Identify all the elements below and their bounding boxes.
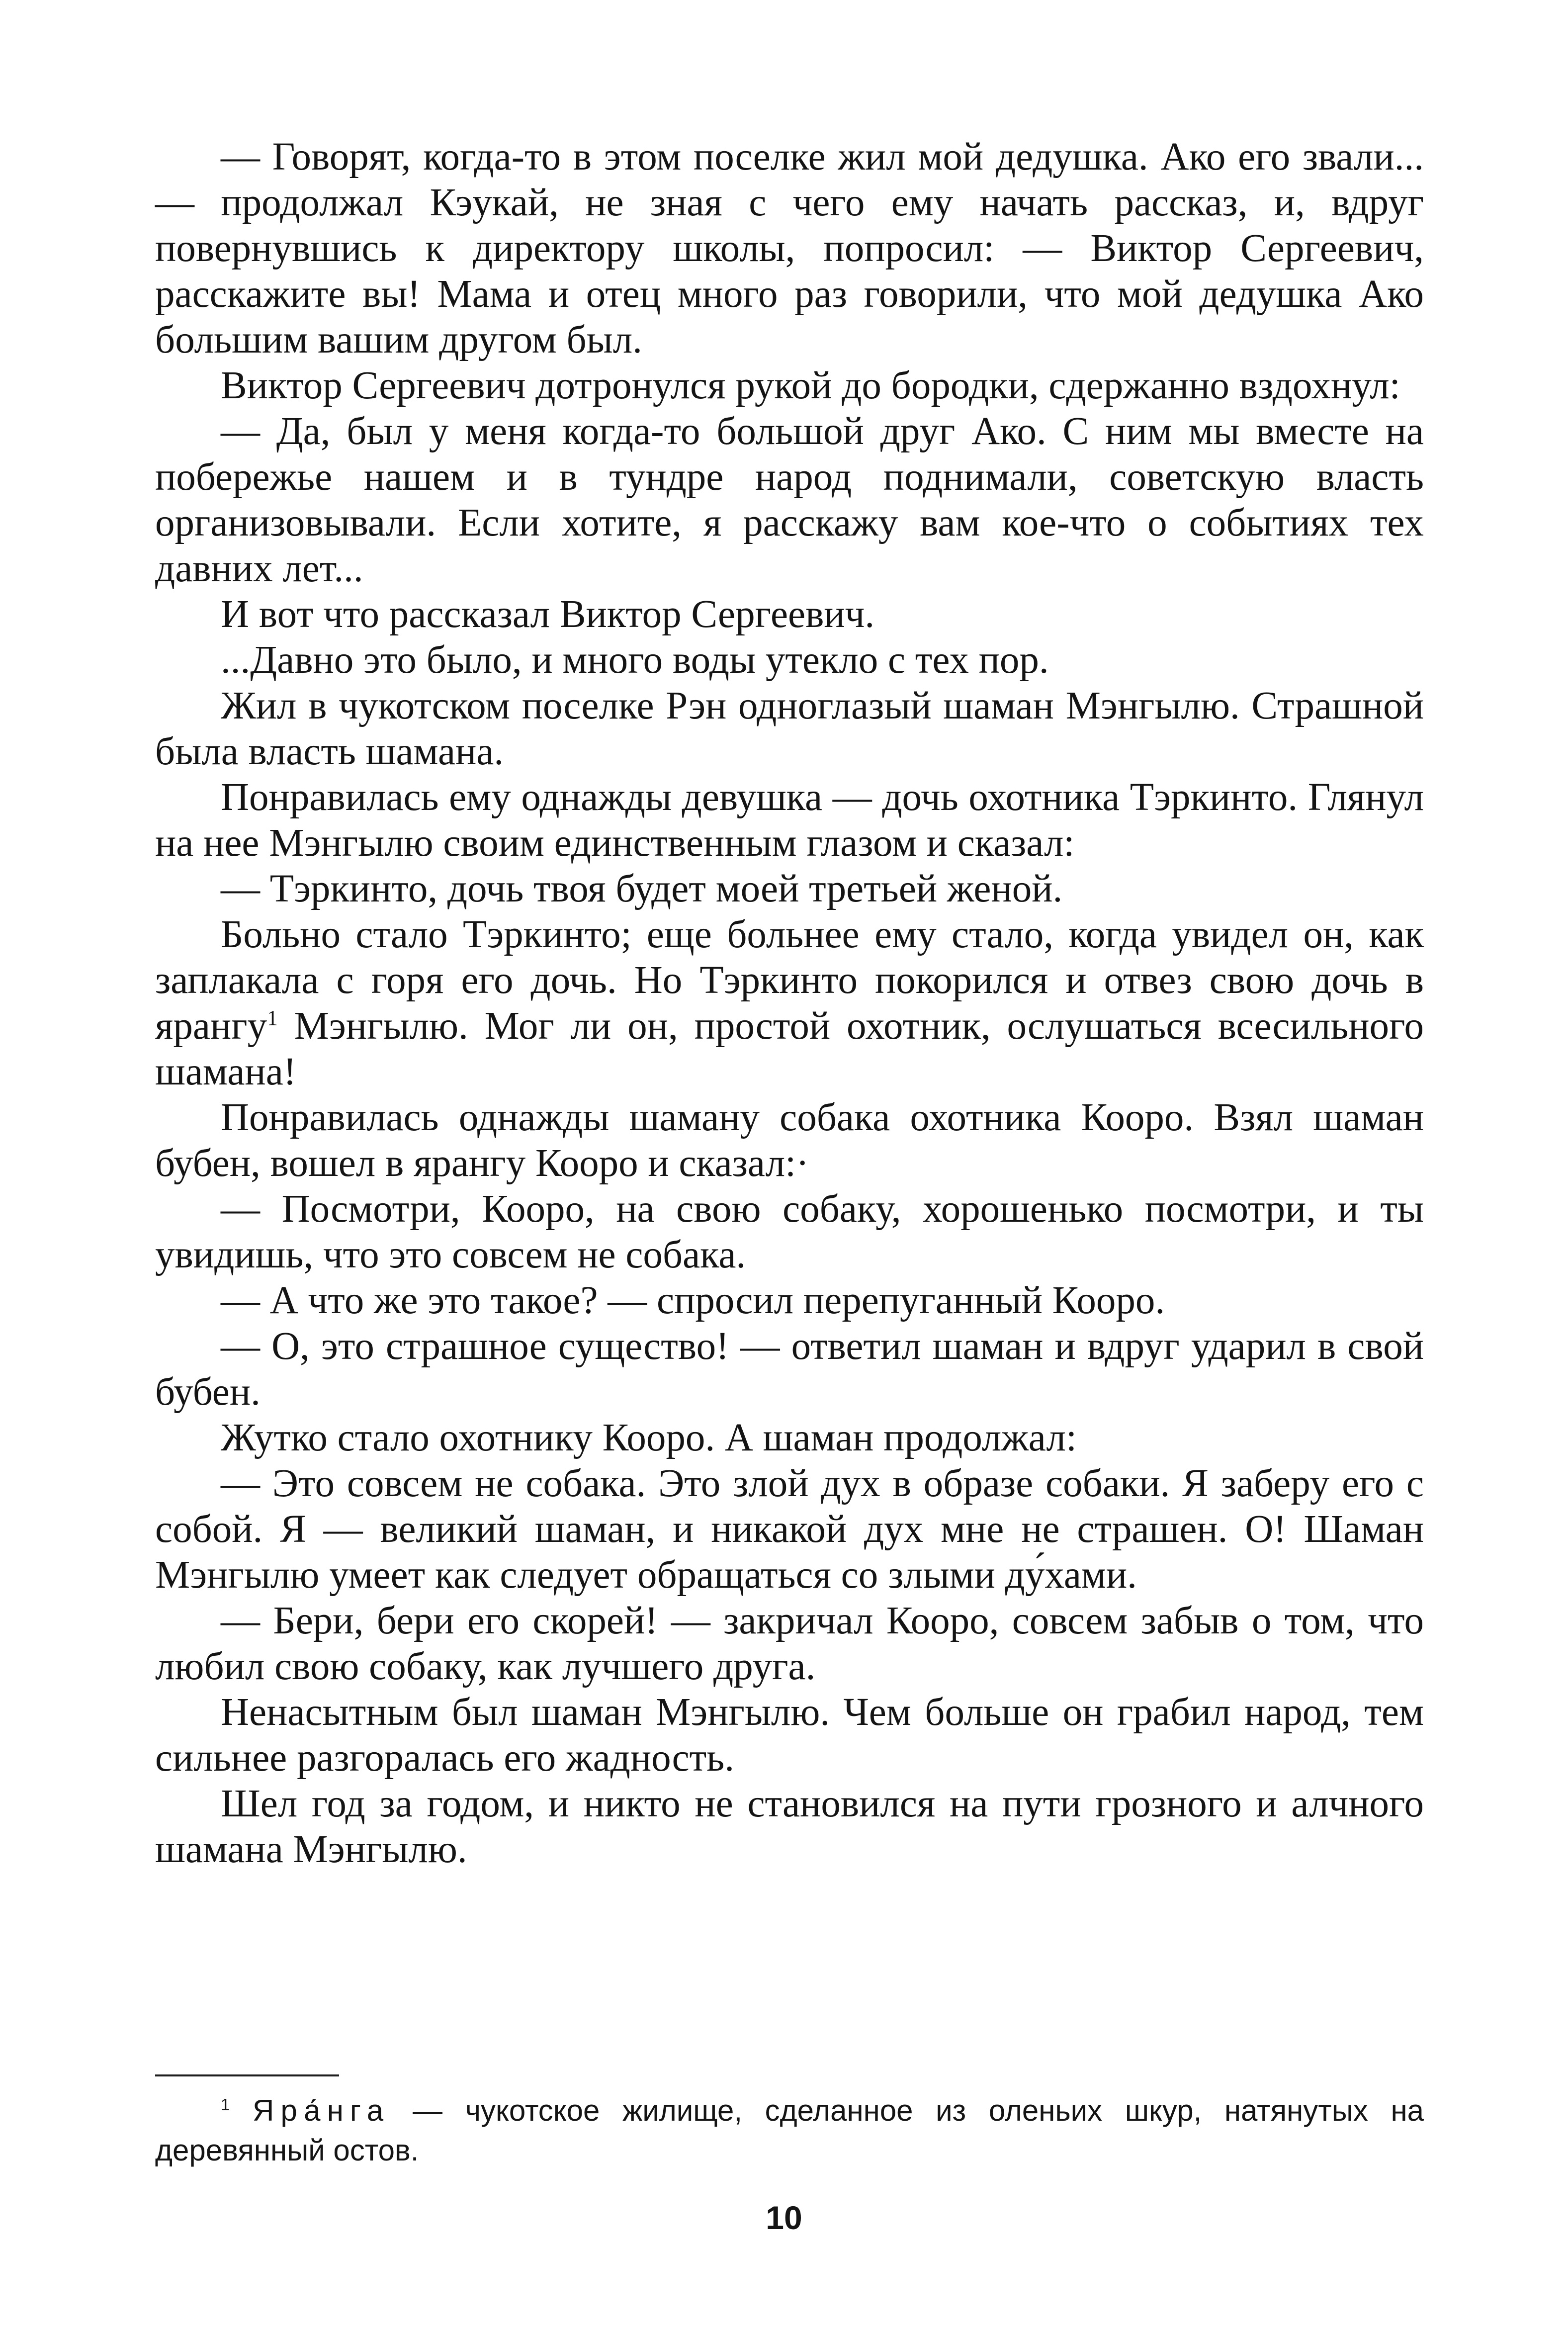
paragraph: Виктор Сергеевич дотронулся рукой до бородки, сдержанно вздохнул: — [221, 364, 1400, 407]
paragraph: Понравилась однажды шаману собака охотника Кооро. Взял шаман бубен, вошел в ярангу Кооро и сказал:· — [155, 1096, 1424, 1185]
page-body — [155, 134, 1424, 1873]
paragraph: — О, это страшное существо! — ответил шаман и вдруг ударил в свой бубен. — [155, 1325, 1424, 1414]
paragraph: — А что же это такое? — спросил перепуганный Кооро. — [221, 1279, 1165, 1322]
footnote-divider — [155, 2074, 339, 2076]
footnote — [155, 2091, 1424, 2170]
paragraph: Шел год за годом, и никто не становился на пути грозного и алчного шамана Мэнгылю. — [155, 1782, 1424, 1871]
paragraph-with-footnote-ref — [155, 912, 1424, 1095]
paragraph: — Тэркинто, дочь твоя будет моей третьей женой. — [221, 867, 1063, 910]
footnote-marker: 1 — [221, 2095, 230, 2114]
footnote-ref-marker: 1 — [267, 1006, 278, 1030]
paragraph: ...Давно это было, и много воды утекло с тех пор. — [221, 638, 1049, 682]
paragraph: Жил в чукотском поселке Рэн одноглазый шаман Мэнгылю. Страшной была власть шамана. — [155, 684, 1424, 773]
page-number: 10 — [766, 2199, 802, 2236]
paragraph: И вот что рассказал Виктор Сергеевич. — [221, 593, 875, 636]
paragraph: Ненасытным был шаман Мэнгылю. Чем больше он грабил народ, тем сильнее разгоралась его жадность. — [155, 1691, 1424, 1780]
paragraph-text-after-ref: Мэнгылю. Мог ли он, простой охотник, ослушаться всесильного шамана! — [155, 1004, 1424, 1093]
footnote-term: Яра́нга — [253, 2094, 390, 2127]
paragraph: — Бери, бери его скорей! — закричал Кооро, совсем забыв о том, что любил свою собаку, как лучшего друга. — [155, 1599, 1424, 1688]
paragraph: — Посмотри, Кооро, на свою собаку, хорошенько посмотри, и ты увидишь, что это совсем не собака. — [155, 1187, 1424, 1276]
paragraph-text-before-ref: Больно стало Тэркинто; еще больнее ему стало, когда увидел он, как заплакала с горя его дочь. Но Тэркинто покорился и отвез свою дочь в ярангу — [155, 913, 1424, 1048]
paragraph: Понравилась ему однажды девушка — дочь охотника Тэркинто. Глянул на нее Мэнгылю своим единственным глазом и сказал: — [155, 776, 1424, 865]
paragraph: — Это совсем не собака. Это злой дух в образе собаки. Я заберу его с собой. Я — великий шаман, и никакой дух мне не страшен. О! Шаман Мэнгылю умеет как следует обращаться со злыми ду́хами. — [155, 1462, 1424, 1597]
paragraph: — Да, был у меня когда-то большой друг Ако. С ним мы вместе на побережье нашем и в тундре народ поднимали, советскую власть организовывали. Если хотите, я расскажу вам кое-что о событиях тех давних лет... — [155, 410, 1424, 590]
footnote-text: — чукотское жилище, сделанное из оленьих шкур, натянутых на деревянный остов. — [155, 2094, 1424, 2167]
paragraph: — Говорят, когда-то в этом поселке жил мой дедушка. Ако его звали... — продолжал Кэукай, не зная с чего ему начать рассказ, и, вдруг повернувшись к директору школы, попросил: — Виктор Сергеевич, расскажите вы! Мама и отец много раз говорили, что мой дедушка Ако большим вашим другом был. — [155, 135, 1424, 361]
paragraph: Жутко стало охотнику Кооро. А шаман продолжал: — [221, 1416, 1077, 1459]
